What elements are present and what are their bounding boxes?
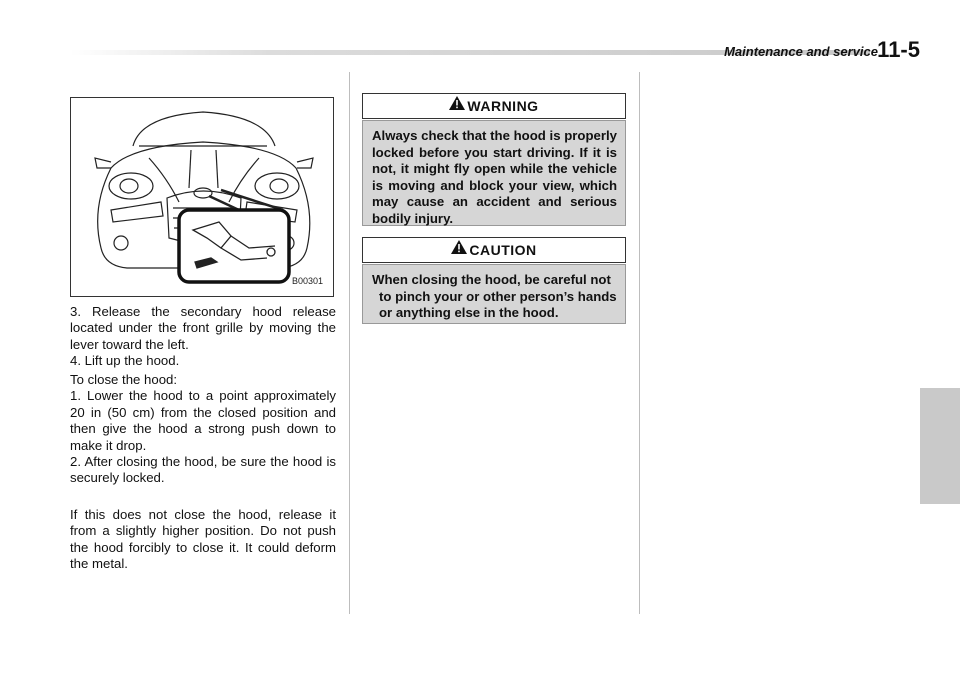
warning-text: Always check that the hood is properly locked before you start driving. If it is not, it might fly open while the vehicle is moving and block your view, which may cause an accident and serious bodily injury. [372, 128, 617, 226]
chapter-tab [920, 388, 960, 504]
column-divider-left [349, 72, 350, 614]
hood-release-illustration [70, 97, 334, 297]
page-number: 11-5 [877, 37, 920, 62]
closing-note-text: If this does not close the hood, release it from a slightly higher position. Do not push the hood forcibly to close it. It could deform the metal. [70, 507, 336, 572]
caution-triangle-icon [451, 240, 467, 254]
release-steps [70, 304, 336, 370]
car-front-drawing [71, 98, 333, 296]
closing-heading: To close the hood: [70, 372, 178, 387]
figure-code: B00301 [291, 276, 323, 286]
step-4-text: 4. Lift up the hood. [70, 353, 180, 369]
column-divider-right [639, 72, 640, 614]
closing-step-1-text: 1. Lower the hood to a point approximately 20 in (50 cm) from the closed position and then give the hood a strong push down to make it drop. [70, 388, 336, 453]
closing-step-2-text: 2. After closing the hood, be sure the hood is securely locked. [70, 454, 336, 486]
caution-header [362, 237, 626, 263]
closing-steps [70, 372, 336, 487]
warning-body [362, 120, 626, 226]
warning-header [362, 93, 626, 119]
step-3-text: 3. Release the secondary hood release located under the front grille by moving the lever toward the left. [70, 304, 336, 352]
section-title: Maintenance and service [724, 44, 878, 59]
caution-text: When closing the hood, be careful not to pinch your or other person’s hands or anything else in the hood. [372, 272, 617, 321]
closing-note [70, 507, 336, 573]
caution-body [362, 264, 626, 324]
warning-triangle-icon [449, 96, 465, 110]
caution-label: CAUTION [469, 242, 537, 258]
warning-label: WARNING [467, 98, 539, 114]
